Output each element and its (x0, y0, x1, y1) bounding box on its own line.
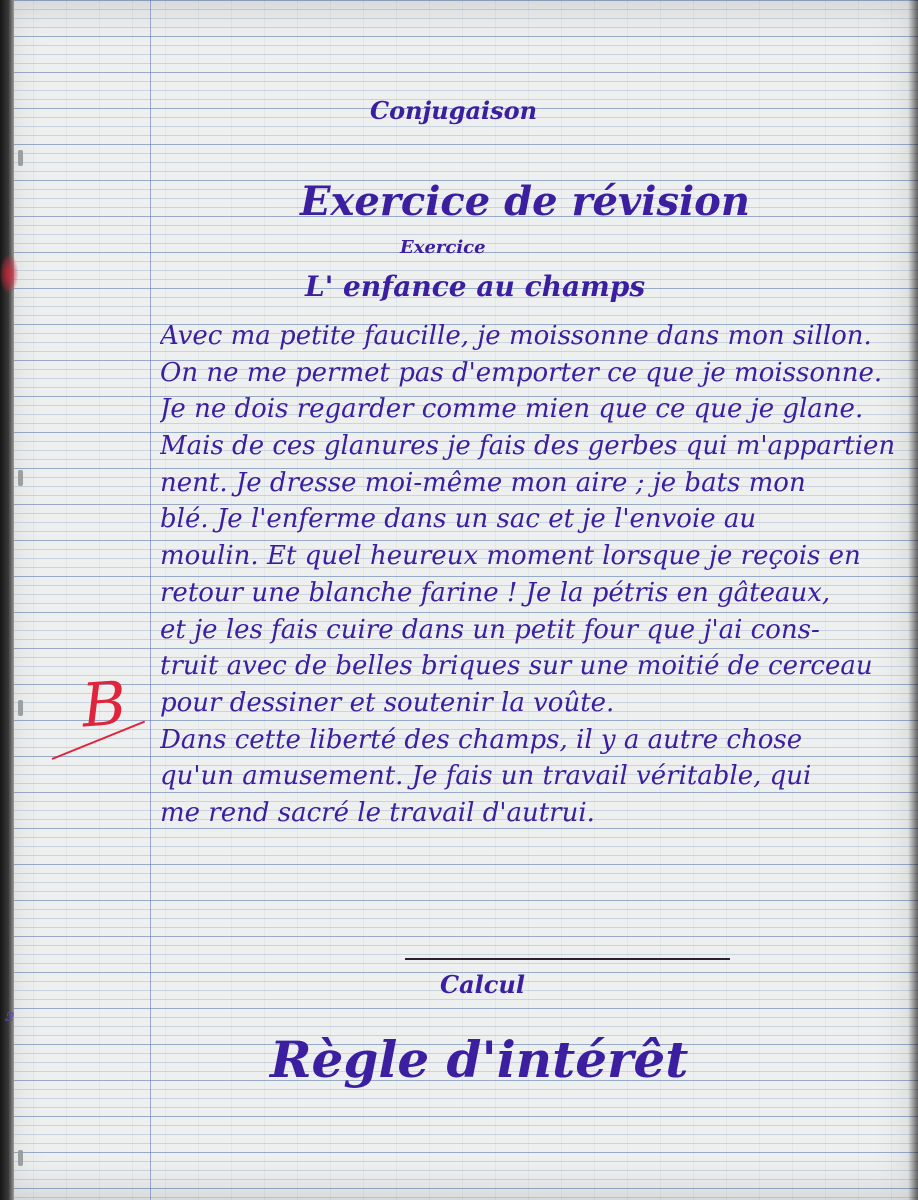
binding-stitch (18, 150, 23, 166)
red-ink-smudge (0, 255, 18, 293)
binding-stitch (18, 1150, 23, 1166)
exercise-subtitle: Exercice (400, 237, 486, 258)
grade-mark: B (79, 668, 129, 742)
exercise-line: Je ne dois regarder comme mien que ce que je glane. (160, 394, 864, 425)
binding-stitch (18, 470, 23, 486)
margin-rule (150, 0, 151, 1200)
exercise-text (160, 318, 910, 832)
exercise-line: et je les fais cuire dans un petit four que j'ai cons- (160, 614, 820, 645)
exercise-line: On ne me permet pas d'emporter ce que je moissonne. (160, 357, 883, 388)
exercise-line: Avec ma petite faucille, je moissonne dans mon sillon. (160, 321, 872, 351)
exercise-line: qu'un amusement. Je fais un travail véritable, qui (160, 761, 812, 792)
subject-heading: Conjugaison (370, 96, 538, 125)
story-title: L' enfance au champs (305, 270, 646, 303)
exercise-line: me rend sacré le travail d'autrui. (160, 797, 595, 828)
exercise-title: Exercice de révision (300, 178, 750, 225)
exercise-line: pour dessiner et soutenir la voûte. (160, 687, 615, 718)
exercise-line: moulin. Et quel heureux moment lorsque je reçois en (160, 541, 861, 572)
binding-stitch (18, 700, 23, 716)
exercise-line: Mais de ces glanures je fais des gerbes qui m'appartien (160, 431, 896, 462)
section-divider (405, 958, 730, 960)
exercise-line: nent. Je dresse moi-même mon aire ; je bats mon (160, 467, 806, 498)
margin-note: ta (2, 1009, 17, 1024)
exercise-line: blé. Je l'enferme dans un sac et je l'envoie au (160, 504, 757, 535)
exercise-line: retour une blanche farine ! Je la pétris en gâteaux, (160, 577, 831, 608)
exercise-line: truit avec de belles briques sur une moitié de cerceau (160, 651, 873, 682)
exercise-line: Dans cette liberté des champs, il y a autre chose (160, 724, 803, 755)
next-section-label: Calcul (440, 970, 525, 999)
next-section-title: Règle d'intérêt (270, 1030, 689, 1089)
